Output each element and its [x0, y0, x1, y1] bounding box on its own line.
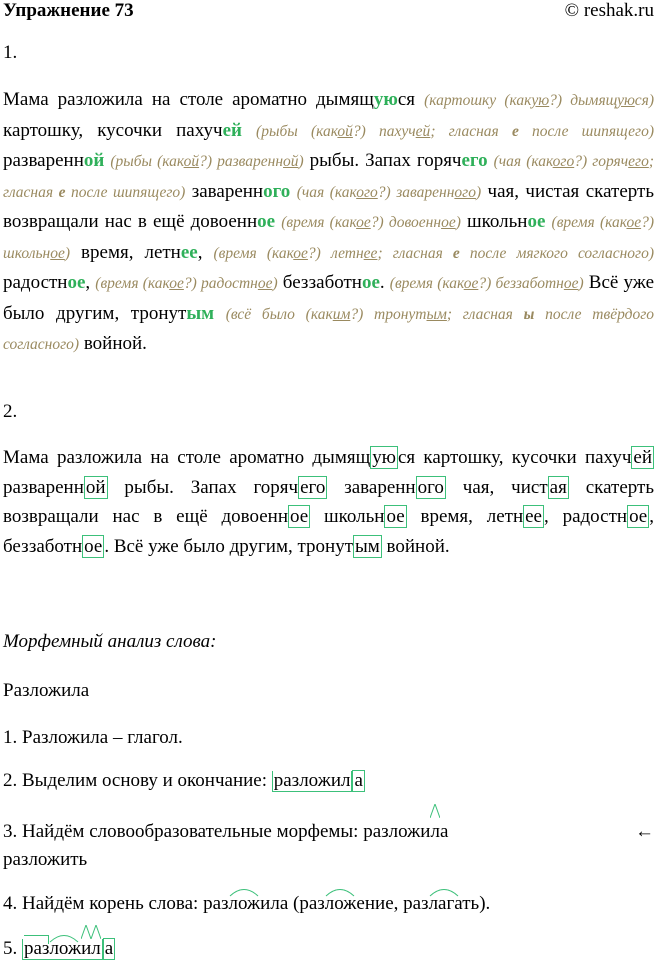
step4-label: 4. Найдём корень слова: — [3, 893, 204, 914]
root-1: лож — [228, 893, 261, 914]
root-mark-2 — [325, 893, 357, 915]
full-stem — [22, 939, 103, 960]
step4-part-a: раз — [203, 893, 229, 914]
part1-paragraph: Мама разложила на столе ароматно дымящуюся (картошку (какую?) дымящуюся) картошку, кусочки пахучей (рыбы (какой?) пахучей; гласная е после шипящего) разваренной (рыбы (какой?) разваренной) рыбы. Запах горячего (чая (какого?) горячего; гласная е после шипящего) заваренного (чая (какого?) заваренного) чая, чистая скатерть возвращали нас в ещё довоенное (время (какое?) довоенное) школьное (время (какое?) школьное) время, летнее, (время (какое?) летнее; гласная е после мягкого согласного) радостное, (время (какое?) радостное) беззаботное. (время (какое?) беззаботное) Всё уже было другим, тронутым (всё было (каким?) тронутым; гласная ы после твёрдого согласного) войной. — [3, 89, 655, 354]
suffix-caret-icon — [81, 925, 91, 939]
root-3: лаг — [428, 893, 455, 914]
step3-source: разложить — [3, 849, 88, 870]
root-2: лож — [324, 893, 357, 914]
morph-word: Разложила — [3, 680, 90, 701]
step3-label: 3. Найдём словообразовательные морфемы: — [3, 821, 364, 842]
suffix-mark-2 — [91, 939, 100, 959]
step5-label: 5. — [3, 938, 22, 959]
site-credit: © reshak.ru — [564, 0, 654, 21]
step3-before: разложи — [363, 821, 431, 842]
morph-heading: Морфемный анализ слова: — [3, 631, 217, 652]
ending-5: а — [104, 938, 114, 959]
part2-number: 2. — [3, 401, 18, 422]
part2-paragraph: Мама разложила на столе ароматно дымящ ую ся картошку, кусочки пахуч ей разваренн ой рыбы. Запах горяч его заваренн ого чая, чист ая скатерть возвращали нас в ещё довоенн ое школьн ое время, летн ее , радостн ое , беззаботн ое . Всё уже было другим, тронут ым войной. — [3, 447, 654, 557]
root-mark-1 — [229, 893, 261, 915]
derivation-arrow: ← — [635, 821, 654, 842]
step4-part-d: ать). — [454, 893, 491, 914]
part1-number: 1. — [3, 42, 18, 63]
morph-step-1: 1. Разложила – глагол. — [3, 727, 183, 748]
morph-step-5 — [3, 938, 654, 960]
morph-step-2 — [3, 770, 654, 792]
root-mark-5 — [49, 939, 81, 959]
root-mark-3 — [429, 893, 455, 915]
morph-step-4 — [3, 893, 654, 915]
word-stem: разложил — [273, 770, 351, 791]
step2-label: 2. Выделим основу и окончание: — [3, 770, 272, 791]
suffix-2: л — [91, 938, 101, 959]
morph-step-3 — [3, 818, 654, 874]
step3-suffix-letter: л — [430, 821, 440, 842]
step3-suffix — [430, 818, 439, 846]
prefix: раз — [24, 938, 50, 959]
exercise-title: Упражнение 73 — [3, 0, 134, 21]
page-header — [0, 0, 657, 22]
suffix-caret-icon — [430, 804, 440, 818]
suffix-mark-1 — [81, 939, 91, 959]
root-5: лож — [49, 938, 82, 959]
word-ending: а — [354, 770, 363, 791]
step3-after: а — [439, 821, 449, 842]
root-arc-icon — [325, 885, 355, 897]
root-arc-icon — [49, 931, 79, 943]
step4-part-c: ение, раз — [356, 893, 429, 914]
suffix-caret-icon — [91, 925, 101, 939]
root-arc-icon — [429, 885, 459, 897]
suffix-1: и — [81, 938, 92, 959]
step4-part-b: ила (раз — [260, 893, 325, 914]
root-arc-icon — [229, 885, 259, 897]
